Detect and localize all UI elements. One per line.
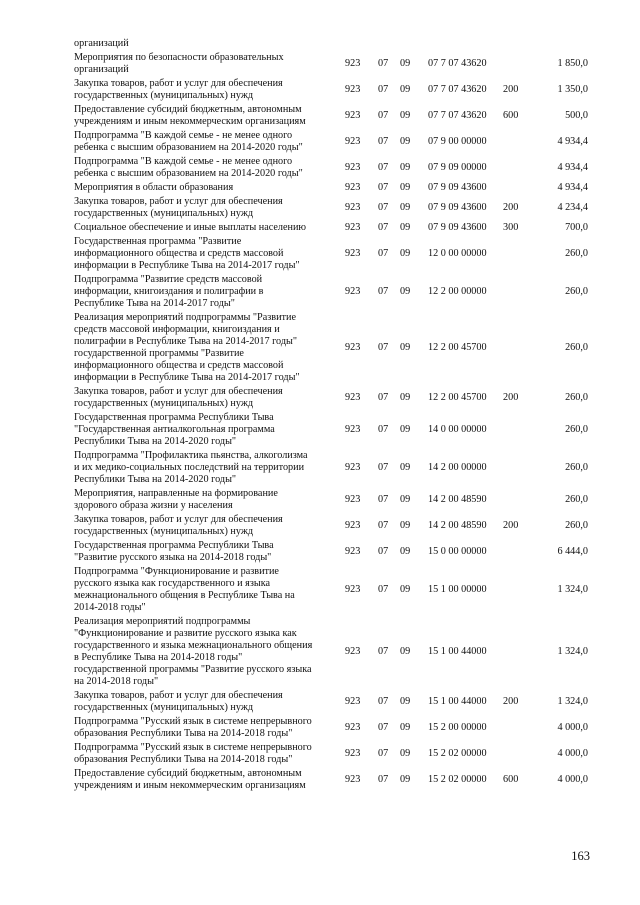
row-admin-code: 923 <box>345 162 361 173</box>
row-name: Государственная программа Республики Тыва "Развитие русского языка на 2014-2018 годы" <box>74 540 274 563</box>
row-target-code: 12 0 00 00000 <box>428 248 487 259</box>
row-expense-type: 200 <box>503 392 519 403</box>
row-target-code: 15 1 00 44000 <box>428 646 487 657</box>
table-row <box>0 222 640 234</box>
row-subsection: 09 <box>400 136 411 147</box>
row-section: 07 <box>378 342 389 353</box>
row-subsection: 09 <box>400 546 411 557</box>
row-name: Государственная программа Республики Тыва "Государственная антиалкогольная программа Республики Тыва на 2014-2020 годы" <box>74 412 275 447</box>
row-amount: 260,0 <box>565 494 588 505</box>
row-section: 07 <box>378 182 389 193</box>
row-amount: 1 324,0 <box>557 696 588 707</box>
row-admin-code: 923 <box>345 392 361 403</box>
row-amount: 260,0 <box>565 392 588 403</box>
row-section: 07 <box>378 286 389 297</box>
row-admin-code: 923 <box>345 774 361 785</box>
row-subsection: 09 <box>400 774 411 785</box>
row-name: Мероприятия по безопасности образовательных организаций <box>74 52 284 75</box>
row-admin-code: 923 <box>345 342 361 353</box>
row-amount: 260,0 <box>565 462 588 473</box>
table-row <box>0 566 640 614</box>
row-target-code: 15 2 02 00000 <box>428 748 487 759</box>
row-admin-code: 923 <box>345 462 361 473</box>
table-row <box>0 104 640 128</box>
row-admin-code: 923 <box>345 424 361 435</box>
row-name: Подпрограмма "В каждой семье - не менее одного ребенка с высшим образованием на 2014-2020 годы" <box>74 130 303 153</box>
row-target-code: 12 2 00 45700 <box>428 342 487 353</box>
row-name: Подпрограмма "Профилактика пьянства, алкоголизма и их медико-социальных последствий на территории Республики Тыва на 2014-2020 годы" <box>74 450 308 485</box>
table-row <box>0 768 640 792</box>
row-admin-code: 923 <box>345 182 361 193</box>
table-row <box>0 274 640 310</box>
row-target-code: 07 7 07 43620 <box>428 110 487 121</box>
row-amount: 1 324,0 <box>557 584 588 595</box>
row-section: 07 <box>378 424 389 435</box>
row-name: Закупка товаров, работ и услуг для обеспечения государственных (муниципальных) нужд <box>74 690 283 713</box>
row-section: 07 <box>378 222 389 233</box>
row-name: Государственная программа "Развитие информационного общества и средств массовой информации в Республике Тыва на 2014-2017 годы" <box>74 236 300 271</box>
row-subsection: 09 <box>400 110 411 121</box>
row-name: Подпрограмма "В каждой семье - не менее одного ребенка с высшим образованием на 2014-2020 годы" <box>74 156 303 179</box>
table-row <box>0 540 640 564</box>
row-section: 07 <box>378 646 389 657</box>
row-section: 07 <box>378 774 389 785</box>
row-admin-code: 923 <box>345 58 361 69</box>
row-section: 07 <box>378 584 389 595</box>
row-expense-type: 600 <box>503 110 519 121</box>
row-section: 07 <box>378 696 389 707</box>
row-amount: 4 934,4 <box>557 182 588 193</box>
row-target-code: 15 1 00 44000 <box>428 696 487 707</box>
table-row <box>0 742 640 766</box>
row-admin-code: 923 <box>345 110 361 121</box>
row-section: 07 <box>378 84 389 95</box>
continuation-row <box>0 38 640 50</box>
row-admin-code: 923 <box>345 202 361 213</box>
row-section: 07 <box>378 392 389 403</box>
row-admin-code: 923 <box>345 748 361 759</box>
row-target-code: 07 9 09 43600 <box>428 222 487 233</box>
row-section: 07 <box>378 462 389 473</box>
row-amount: 4 000,0 <box>557 774 588 785</box>
row-target-code: 14 2 00 48590 <box>428 494 487 505</box>
continuation-text: организаций <box>74 38 129 49</box>
row-admin-code: 923 <box>345 646 361 657</box>
table-row <box>0 514 640 538</box>
row-admin-code: 923 <box>345 84 361 95</box>
row-subsection: 09 <box>400 162 411 173</box>
row-subsection: 09 <box>400 84 411 95</box>
row-target-code: 07 7 07 43620 <box>428 58 487 69</box>
row-name: Социальное обеспечение и иные выплаты населению <box>74 222 307 233</box>
row-name: Закупка товаров, работ и услуг для обеспечения государственных (муниципальных) нужд <box>74 386 283 409</box>
row-admin-code: 923 <box>345 584 361 595</box>
row-subsection: 09 <box>400 424 411 435</box>
row-name: Предоставление субсидий бюджетным, автономным учреждениям и иным некоммерческим организациям <box>74 104 306 127</box>
row-amount: 260,0 <box>565 248 588 259</box>
row-section: 07 <box>378 494 389 505</box>
table-row <box>0 386 640 410</box>
row-admin-code: 923 <box>345 546 361 557</box>
row-target-code: 12 2 00 45700 <box>428 392 487 403</box>
row-subsection: 09 <box>400 462 411 473</box>
row-subsection: 09 <box>400 202 411 213</box>
row-target-code: 14 2 00 00000 <box>428 462 487 473</box>
row-admin-code: 923 <box>345 722 361 733</box>
row-amount: 4 934,4 <box>557 136 588 147</box>
row-expense-type: 200 <box>503 520 519 531</box>
row-section: 07 <box>378 58 389 69</box>
table-row <box>0 312 640 384</box>
row-name: Подпрограмма "Русский язык в системе непрерывного образования Республики Тыва на 2014-2018 годы" <box>74 742 312 765</box>
row-subsection: 09 <box>400 520 411 531</box>
row-amount: 1 850,0 <box>557 58 588 69</box>
row-subsection: 09 <box>400 222 411 233</box>
row-subsection: 09 <box>400 342 411 353</box>
row-section: 07 <box>378 162 389 173</box>
table-row <box>0 130 640 154</box>
row-name: Мероприятия, направленные на формирование здорового образа жизни у населения <box>74 488 278 511</box>
row-expense-type: 600 <box>503 774 519 785</box>
row-name: Реализация мероприятий подпрограммы "Развитие средств массовой информации, книгоиздания и полиграфии в Республике Тыва на 2014-2017 годы" государственной программы "Развитие информационного общества и средств массовой информации в Республике Тыва на 2014-2017 годы" <box>74 312 300 383</box>
row-target-code: 07 9 09 00000 <box>428 162 487 173</box>
row-amount: 260,0 <box>565 520 588 531</box>
page-number: 163 <box>571 849 590 863</box>
row-target-code: 15 2 02 00000 <box>428 774 487 785</box>
row-subsection: 09 <box>400 722 411 733</box>
row-target-code: 15 0 00 00000 <box>428 546 487 557</box>
row-admin-code: 923 <box>345 696 361 707</box>
row-name: Подпрограмма "Русский язык в системе непрерывного образования Республики Тыва на 2014-2018 годы" <box>74 716 312 739</box>
row-amount: 260,0 <box>565 286 588 297</box>
table-row <box>0 616 640 688</box>
row-target-code: 07 9 00 00000 <box>428 136 487 147</box>
row-target-code: 14 0 00 00000 <box>428 424 487 435</box>
row-amount: 700,0 <box>565 222 588 233</box>
row-amount: 4 234,4 <box>557 202 588 213</box>
row-amount: 4 000,0 <box>557 722 588 733</box>
row-target-code: 07 7 07 43620 <box>428 84 487 95</box>
row-name: Закупка товаров, работ и услуг для обеспечения государственных (муниципальных) нужд <box>74 196 283 219</box>
row-subsection: 09 <box>400 58 411 69</box>
row-section: 07 <box>378 202 389 213</box>
row-subsection: 09 <box>400 696 411 707</box>
row-name: Реализация мероприятий подпрограммы "Функционирование и развитие русского языка как государственного и языка межнационального общения в Республике Тыва на 2014-2018 годы" государственной программы "Развитие русского языка на 2014-2018 годы" <box>74 616 313 687</box>
row-section: 07 <box>378 110 389 121</box>
row-admin-code: 923 <box>345 222 361 233</box>
row-section: 07 <box>378 748 389 759</box>
row-admin-code: 923 <box>345 520 361 531</box>
table-row <box>0 450 640 486</box>
row-subsection: 09 <box>400 494 411 505</box>
row-target-code: 12 2 00 00000 <box>428 286 487 297</box>
row-expense-type: 200 <box>503 84 519 95</box>
row-amount: 6 444,0 <box>557 546 588 557</box>
table-row <box>0 488 640 512</box>
row-subsection: 09 <box>400 584 411 595</box>
row-amount: 4 934,4 <box>557 162 588 173</box>
row-target-code: 15 2 00 00000 <box>428 722 487 733</box>
row-name: Подпрограмма "Функционирование и развитие русского языка как государственного и языка межнационального общения в Республике Тыва на 2014-2018 годы" <box>74 566 295 613</box>
row-name: Закупка товаров, работ и услуг для обеспечения государственных (муниципальных) нужд <box>74 78 283 101</box>
table-row <box>0 52 640 76</box>
row-section: 07 <box>378 520 389 531</box>
row-section: 07 <box>378 722 389 733</box>
table-row <box>0 78 640 102</box>
row-target-code: 15 1 00 00000 <box>428 584 487 595</box>
row-name: Подпрограмма "Развитие средств массовой информации, книгоиздания и полиграфии в Республике Тыва на 2014-2017 годы" <box>74 274 264 309</box>
row-subsection: 09 <box>400 646 411 657</box>
row-section: 07 <box>378 546 389 557</box>
row-admin-code: 923 <box>345 136 361 147</box>
row-amount: 260,0 <box>565 342 588 353</box>
row-expense-type: 300 <box>503 222 519 233</box>
row-section: 07 <box>378 136 389 147</box>
table-row <box>0 412 640 448</box>
row-section: 07 <box>378 248 389 259</box>
table-row <box>0 182 640 194</box>
table-row <box>0 716 640 740</box>
row-amount: 1 324,0 <box>557 646 588 657</box>
row-admin-code: 923 <box>345 494 361 505</box>
row-target-code: 14 2 00 48590 <box>428 520 487 531</box>
table-row <box>0 156 640 180</box>
table-row <box>0 196 640 220</box>
row-admin-code: 923 <box>345 248 361 259</box>
table-row <box>0 690 640 714</box>
row-admin-code: 923 <box>345 286 361 297</box>
row-amount: 1 350,0 <box>557 84 588 95</box>
row-subsection: 09 <box>400 392 411 403</box>
row-name: Закупка товаров, работ и услуг для обеспечения государственных (муниципальных) нужд <box>74 514 283 537</box>
row-expense-type: 200 <box>503 696 519 707</box>
row-target-code: 07 9 09 43600 <box>428 182 487 193</box>
table-row <box>0 236 640 272</box>
row-amount: 500,0 <box>565 110 588 121</box>
row-target-code: 07 9 09 43600 <box>428 202 487 213</box>
row-amount: 260,0 <box>565 424 588 435</box>
row-name: Предоставление субсидий бюджетным, автономным учреждениям и иным некоммерческим организациям <box>74 768 306 791</box>
row-subsection: 09 <box>400 748 411 759</box>
row-amount: 4 000,0 <box>557 748 588 759</box>
row-subsection: 09 <box>400 182 411 193</box>
row-name: Мероприятия в области образования <box>74 182 234 193</box>
row-subsection: 09 <box>400 248 411 259</box>
row-expense-type: 200 <box>503 202 519 213</box>
row-subsection: 09 <box>400 286 411 297</box>
